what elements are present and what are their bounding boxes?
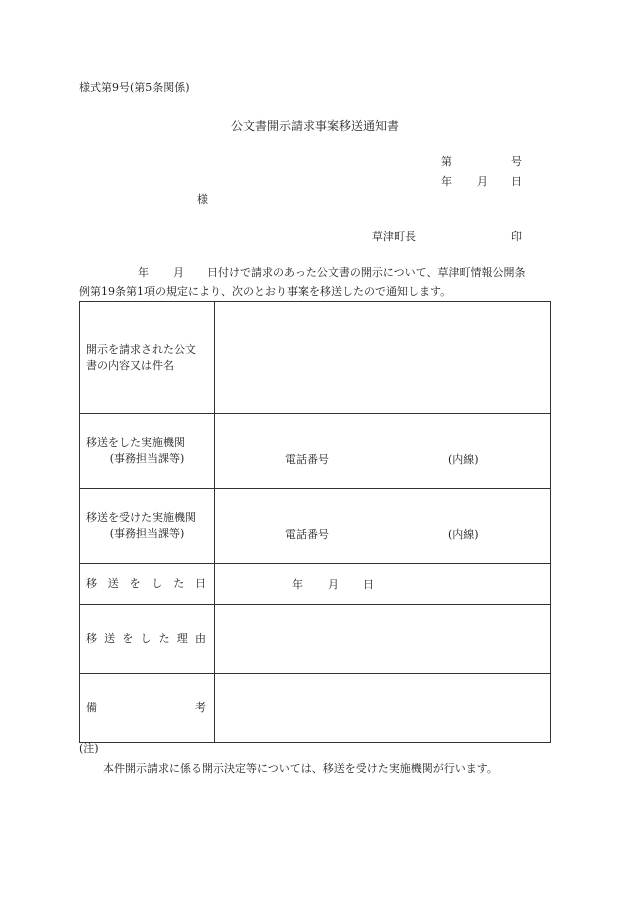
label-char: 備 <box>86 701 97 714</box>
date-day: 日 <box>511 175 522 188</box>
addressee-suffix: 様 <box>197 193 208 206</box>
row-requested-document <box>80 302 551 414</box>
transfer-details-table <box>79 301 551 743</box>
requested-document-field[interactable] <box>215 302 551 414</box>
label-char: し <box>151 577 163 590</box>
ref-number-dai: 第 <box>441 155 452 168</box>
label-char: 移 <box>86 632 97 645</box>
sender-seal: 印 <box>511 230 522 243</box>
body-line2: 例第19条第1項の規定により、次のとおり事案を移送したので通知します。 <box>79 285 452 298</box>
row-transfer-date <box>80 564 551 605</box>
label-transfer-reason <box>80 605 215 674</box>
document-title: 公文書開示請求事案移送通知書 <box>231 119 400 133</box>
label-char: 日 <box>194 577 206 590</box>
transferring-org-field[interactable] <box>215 414 551 489</box>
row-remarks <box>80 674 551 743</box>
body-month: 月 <box>173 266 184 279</box>
ref-number-go: 号 <box>511 155 522 168</box>
date-year: 年 <box>441 175 452 188</box>
label-char: 送 <box>104 632 116 645</box>
label-receiving-org-line2: (事務担当課等) <box>109 527 185 540</box>
remarks-field[interactable] <box>215 674 551 743</box>
receiving-org-field[interactable] <box>215 489 551 564</box>
note-heading: (注) <box>79 742 99 755</box>
label-char: た <box>173 577 185 590</box>
label-requested-document <box>80 302 215 414</box>
label-char: 考 <box>195 701 206 714</box>
label-remarks <box>80 674 215 743</box>
transfer-date-month: 月 <box>328 578 339 591</box>
transferring-phone-label: 電話番号 <box>285 453 329 466</box>
transfer-date-day: 日 <box>363 578 374 591</box>
row-receiving-org <box>80 489 551 564</box>
transfer-date-year: 年 <box>292 578 303 591</box>
note-text: 本件開示請求に係る開示決定等については、移送を受けた実施機関が行います。 <box>103 762 498 775</box>
label-transfer-date <box>80 564 215 605</box>
label-transferring-org-line1: 移送をした実施機関 <box>86 436 185 449</box>
receiving-phone-label: 電話番号 <box>285 528 329 541</box>
label-char: し <box>140 632 152 645</box>
label-char: を <box>129 577 141 590</box>
row-transferring-org <box>80 414 551 489</box>
label-char: を <box>122 632 134 645</box>
label-requested-document-line2: 書の内容又は件名 <box>86 358 174 372</box>
transfer-date-field[interactable] <box>215 564 551 605</box>
label-char: た <box>158 632 170 645</box>
label-char: 理 <box>176 632 188 645</box>
label-requested-document-line1: 開示を請求された公文 <box>86 342 196 356</box>
receiving-extension-label: (内線) <box>448 528 479 541</box>
sender-name: 草津町長 <box>372 230 416 243</box>
label-char: 由 <box>194 632 206 645</box>
label-transferring-org-line2: (事務担当課等) <box>109 452 185 465</box>
form-number: 様式第9号(第5条関係) <box>79 81 190 94</box>
label-char: 送 <box>107 577 119 590</box>
transferring-extension-label: (内線) <box>448 453 479 466</box>
label-char: 移 <box>86 577 97 590</box>
body-line1: 日付けで請求のあった公文書の開示について、草津町情報公開条 <box>207 266 526 279</box>
body-year: 年 <box>138 266 149 279</box>
transfer-reason-field[interactable] <box>215 605 551 674</box>
row-transfer-reason <box>80 605 551 674</box>
date-month: 月 <box>477 175 488 188</box>
label-receiving-org <box>80 489 215 564</box>
label-transferring-org <box>80 414 215 489</box>
label-receiving-org-line1: 移送を受けた実施機関 <box>86 511 196 524</box>
